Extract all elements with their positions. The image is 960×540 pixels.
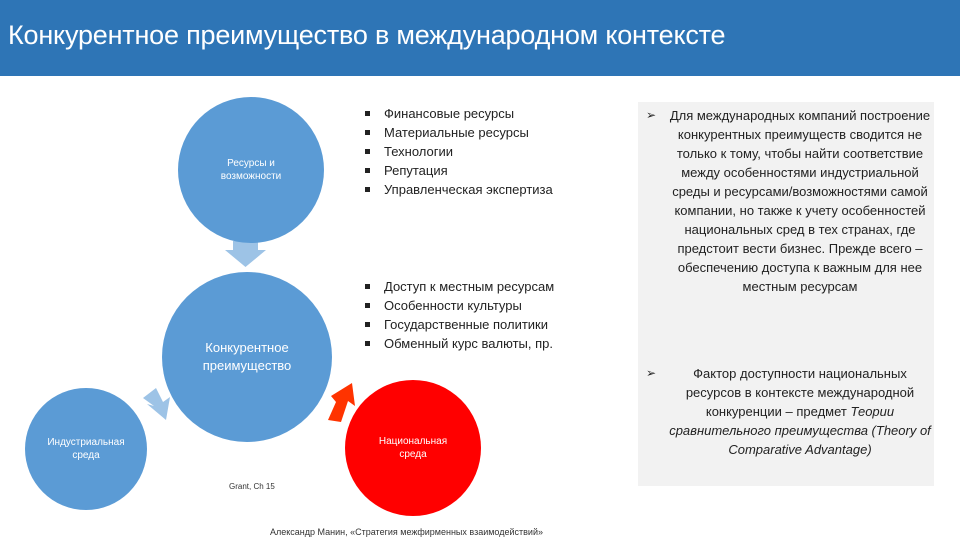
explanation-paragraph-2 bbox=[646, 364, 932, 459]
paragraph-1-text: Для международных компаний построение конкурентных преимуществ сводится не только к тому, чтобы найти соответствие между особенностями индустриальной среды и ресурсами/возможностями самой компании, но также к учету особенностей национальных сред в тех странах, где предстоит вести бизнес. Прежде всего – обеспечению доступа к важным для нее местным ресурсам bbox=[669, 108, 931, 294]
paragraph-2-lead: Фактор доступности национальных ресурсов в контексте международной конкуренции – предмет bbox=[685, 366, 915, 419]
arrow-bullet-icon: ➢ bbox=[646, 108, 657, 122]
list-item: Финансовые ресурсы bbox=[362, 104, 553, 123]
competitive-advantage-circle bbox=[162, 272, 332, 442]
list-item: Особенности культуры bbox=[362, 296, 554, 315]
down-arrow bbox=[225, 241, 266, 267]
industrial-circle-label: Индустриальная среда bbox=[47, 437, 125, 461]
arrow-bullet-icon: ➢ bbox=[646, 366, 657, 380]
explanation-paragraph-1 bbox=[646, 106, 932, 296]
list-item: Доступ к местным ресурсам bbox=[362, 277, 554, 296]
resources-list bbox=[362, 104, 553, 199]
list-item: Обменный курс валюты, пр. bbox=[362, 334, 554, 353]
footer-credit: Александр Манин, «Стратегия межфирменных взаимодействий» bbox=[270, 527, 543, 537]
list-item: Технологии bbox=[362, 142, 553, 161]
list-item: Государственные политики bbox=[362, 315, 554, 334]
page-title: Конкурентное преимущество в международном контексте bbox=[8, 20, 726, 50]
national-environment-circle bbox=[345, 380, 481, 516]
paragraph-2-theory: Теории сравнительного преимущества (Theory of Comparative Advantage) bbox=[669, 404, 931, 457]
competitive-circle-label: Конкурентное преимущество bbox=[202, 340, 292, 373]
national-factors-list bbox=[362, 277, 554, 353]
resources-circle-label: Ресурсы и возможности bbox=[220, 158, 282, 182]
list-item: Материальные ресурсы bbox=[362, 123, 553, 142]
resources-circle bbox=[178, 97, 324, 243]
industrial-environment-circle bbox=[25, 388, 147, 510]
paragraph-2-text bbox=[646, 364, 932, 459]
national-circle-label: Национальная среда bbox=[378, 436, 448, 460]
list-item: Управленческая экспертиза bbox=[362, 180, 553, 199]
up-arrow-right bbox=[328, 383, 355, 422]
up-arrow-left bbox=[143, 388, 170, 420]
source-note: Grant, Ch 15 bbox=[229, 482, 275, 491]
list-item: Репутация bbox=[362, 161, 553, 180]
